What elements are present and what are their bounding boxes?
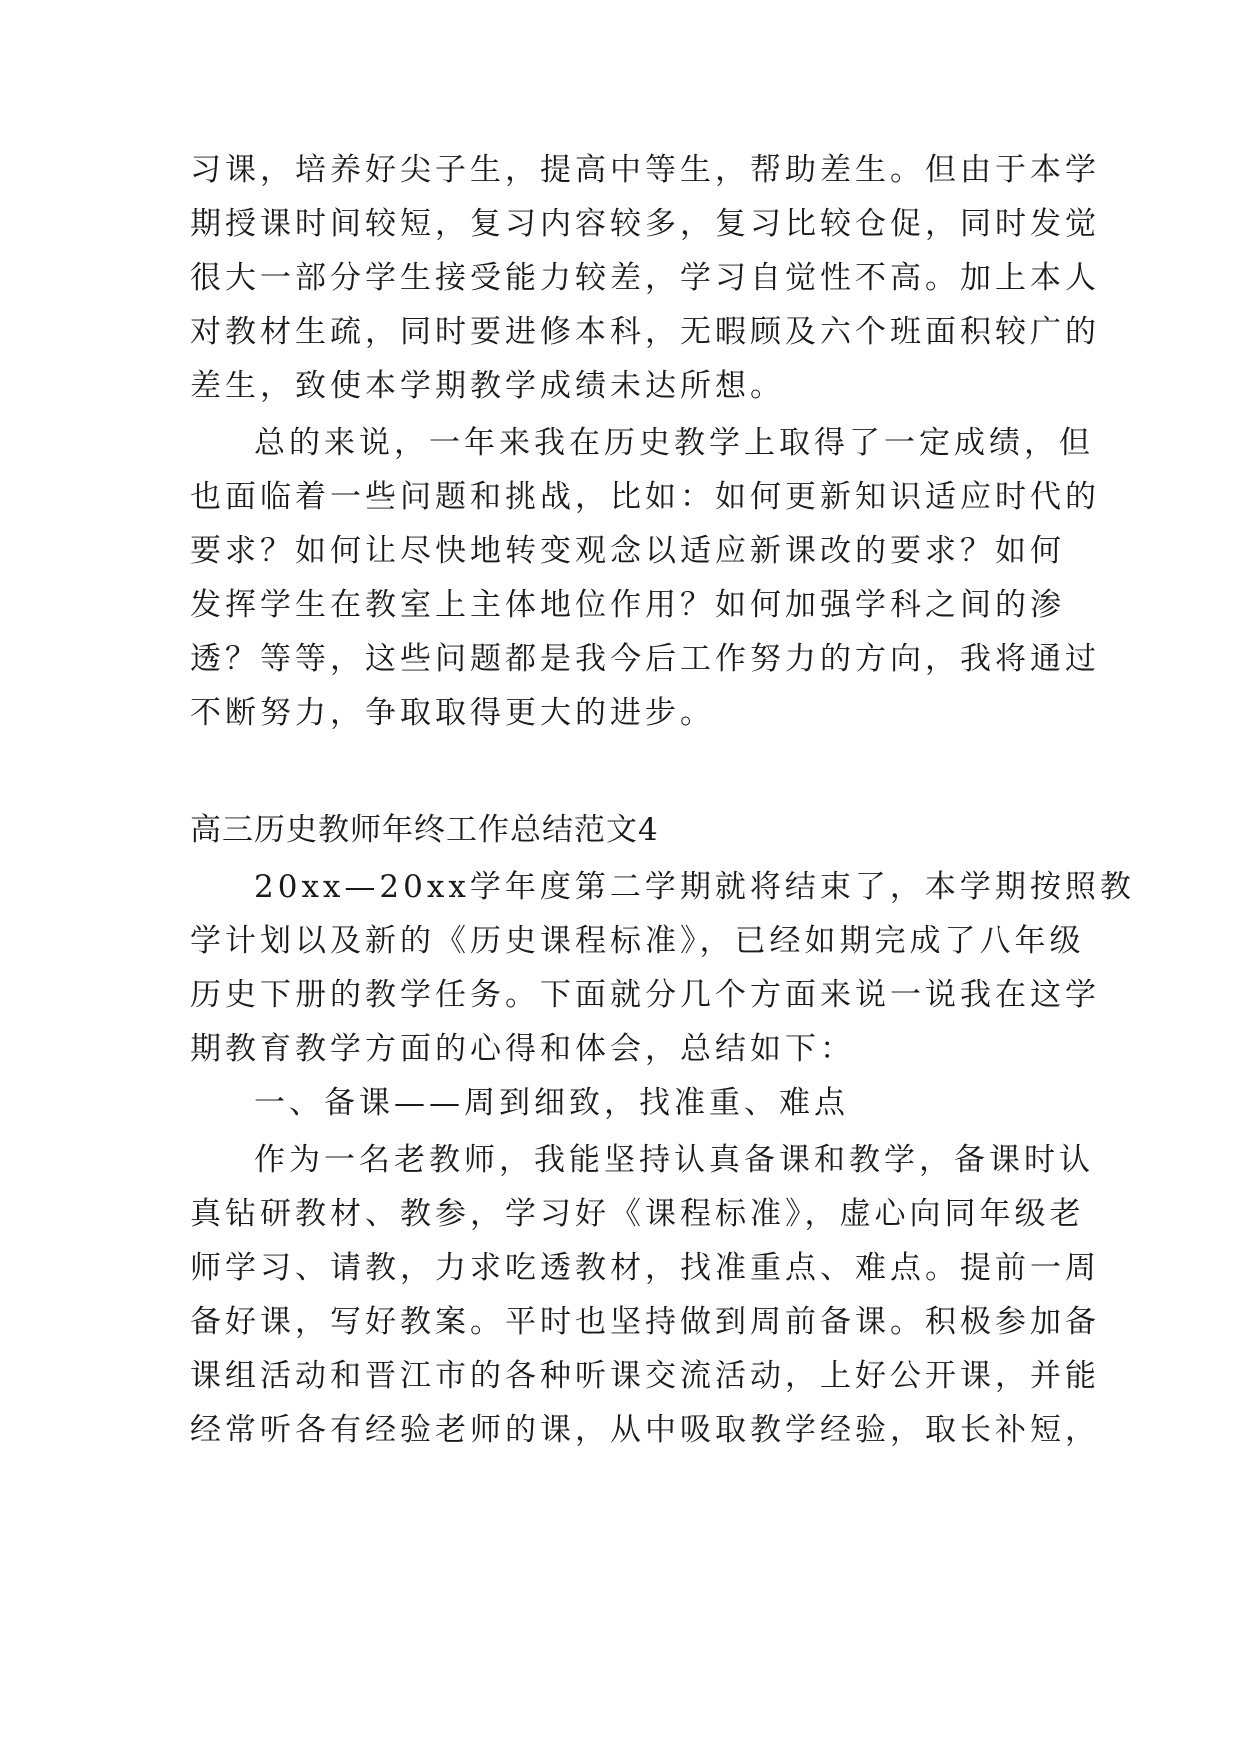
subheading: 一、备课——周到细致，找准重、难点 [254,1085,849,1121]
paragraph-line: 要求？如何让尽快地转变观念以适应新课改的要求？如何 [190,533,1065,569]
paragraph-line: 透？等等，这些问题都是我今后工作努力的方向，我将通过 [190,641,1100,677]
paragraph-line: 历史下册的教学任务。下面就分几个方面来说一说我在这学 [190,977,1100,1013]
paragraph-line: 真钻研教材、教参，学习好《课程标准》，虚心向同年级老 [190,1196,1085,1232]
paragraph-line: 师学习、请教，力求吃透教材，找准重点、难点。提前一周 [190,1250,1100,1286]
paragraph-line: 很大一部分学生接受能力较差，学习自觉性不高。加上本人 [190,260,1100,296]
paragraph-line: 不断努力，争取取得更大的进步。 [190,695,715,731]
paragraph-line: 20xx—20xx学年度第二学期就将结束了，本学期按照教 [254,869,1135,905]
paragraph-line: 期教育教学方面的心得和体会，总结如下： [190,1031,855,1067]
paragraph-line: 总的来说，一年来我在历史教学上取得了一定成绩，但 [254,425,1094,461]
section-heading: 高三历史教师年终工作总结范文4 [190,812,659,848]
paragraph-line: 学计划以及新的《历史课程标准》，已经如期完成了八年级 [190,923,1085,959]
paragraph-line: 作为一名老教师，我能坚持认真备课和教学，备课时认 [254,1142,1094,1178]
paragraph-line: 也面临着一些问题和挑战，比如：如何更新知识适应时代的 [190,479,1100,515]
paragraph-line: 期授课时间较短，复习内容较多，复习比较仓促，同时发觉 [190,206,1100,242]
paragraph-line: 经常听各有经验老师的课，从中吸取教学经验，取长补短， [190,1412,1100,1448]
paragraph-line: 对教材生疏，同时要进修本科，无暇顾及六个班面积较广的 [190,314,1100,350]
paragraph-line: 差生，致使本学期教学成绩未达所想。 [190,368,785,404]
paragraph-line: 发挥学生在教室上主体地位作用？如何加强学科之间的渗 [190,587,1065,623]
paragraph-line: 习课，培养好尖子生，提高中等生，帮助差生。但由于本学 [190,152,1100,188]
paragraph-line: 备好课，写好教案。平时也坚持做到周前备课。积极参加备 [190,1304,1100,1340]
paragraph-line: 课组活动和晋江市的各种听课交流活动，上好公开课，并能 [190,1358,1100,1394]
